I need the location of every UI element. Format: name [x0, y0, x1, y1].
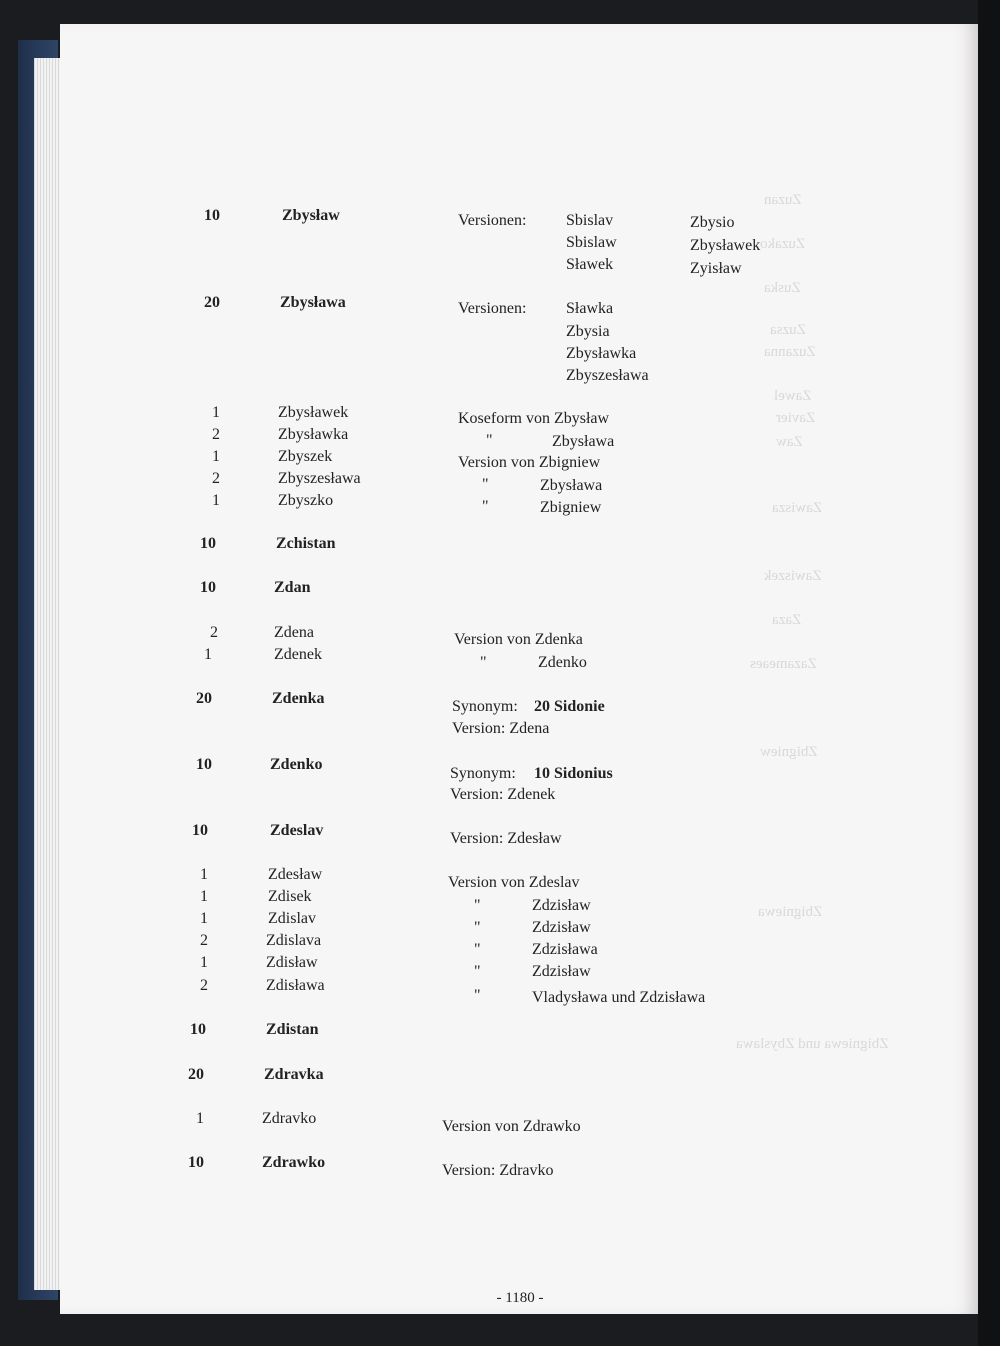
entry-count: 1 [212, 448, 220, 465]
entry-name: Zdisław [266, 954, 318, 971]
entry-name: Zbyszko [278, 492, 334, 509]
entry-note: Sbislaw [566, 234, 617, 251]
entry-note: Vladysława und Zdzisława [532, 989, 706, 1006]
entry-note: Zbysławka [566, 345, 637, 362]
entry-count: 1 [212, 404, 220, 421]
entry-name: Zdeslav [270, 822, 324, 839]
entry-count: 2 [212, 470, 220, 487]
entry-count: 20 [196, 690, 212, 707]
entry-name: Zdenek [274, 646, 322, 663]
entry-count: 10 [200, 535, 216, 552]
entry-count: 1 [200, 954, 208, 971]
entry-name: Zdislav [268, 910, 316, 927]
entry-note: Sławka [566, 300, 614, 317]
entry-count: 2 [212, 426, 220, 443]
entry-note: Synonym: [452, 698, 518, 715]
entry-count: 1 [212, 492, 220, 509]
entry-count: 2 [200, 977, 208, 994]
book-page [60, 24, 980, 1314]
entry-note: Zbysława [552, 433, 615, 450]
entry-count: 2 [210, 624, 218, 641]
entry-count: 1 [196, 1110, 204, 1127]
entry-note: Sbislav [566, 212, 614, 229]
entry-note: Version: Zdenek [450, 786, 556, 803]
entry-note: Zdzisława [532, 941, 598, 958]
entry-note: " [482, 498, 489, 515]
entry-note: " [486, 432, 493, 449]
entry-note: " [474, 987, 481, 1004]
entry-note: Zbysławek [690, 237, 761, 254]
entry-note: Synonym: [450, 765, 516, 782]
entry-name: Zdrawko [262, 1154, 326, 1171]
entry-note: " [474, 897, 481, 914]
entry-count: 1 [200, 888, 208, 905]
entry-count: 10 [192, 822, 208, 839]
entry-note: Zdenko [538, 654, 587, 671]
entry-count: 10 [196, 756, 212, 773]
entry-name: Zbysławka [278, 426, 349, 443]
entry-count: 2 [200, 932, 208, 949]
entry-note: Version: Zdesław [450, 830, 562, 847]
entry-note: Zbysia [566, 323, 610, 340]
entry-name: Zdesław [268, 866, 323, 883]
entry-note: Versionen: [458, 212, 527, 229]
entry-note: 10 Sidonius [534, 765, 613, 782]
entry-name: Zchistan [276, 535, 336, 552]
entry-note: Version von Zbigniew [458, 454, 601, 471]
entry-note: " [474, 941, 481, 958]
entry-note: 20 Sidonie [534, 698, 605, 715]
entry-name: Zdena [274, 624, 314, 641]
entry-list [60, 24, 980, 1314]
entry-note: " [474, 963, 481, 980]
entry-name: Zdenka [272, 690, 325, 707]
entry-count: 1 [200, 866, 208, 883]
entry-note: Zdzisław [532, 919, 591, 936]
page-number: - 1180 - [496, 1290, 544, 1306]
entry-count: 10 [188, 1154, 204, 1171]
entry-name: Zdisek [268, 888, 312, 905]
entry-note: Version von Zdeslav [448, 874, 580, 891]
entry-note: Zbyszesława [566, 367, 649, 384]
background-edge [978, 0, 1000, 1346]
entry-note: " [482, 476, 489, 493]
entry-name: Zdistan [266, 1021, 319, 1038]
entry-count: 20 [188, 1066, 204, 1083]
entry-note: Sławek [566, 256, 614, 273]
entry-note: " [474, 919, 481, 936]
entry-name: Zdislava [266, 932, 322, 949]
entry-note: Zbysio [690, 214, 735, 231]
entry-note: Zyisław [690, 260, 742, 277]
entry-note: Koseform von Zbysław [458, 410, 610, 427]
entry-name: Zbysław [282, 207, 340, 224]
entry-count: 1 [200, 910, 208, 927]
entry-name: Zdenko [270, 756, 323, 773]
entry-name: Zbyszek [278, 448, 333, 465]
bleed-through-text: Zuzan Zuzako Zuska Zuzsa Zuzanna Zawel Zavier Zaw Zawisza Zawiszek Zaza Zazameaes Zbigniew Zbigniewa Zbigniewa und Zbyslawa [736, 192, 889, 1052]
entry-name: Zbysławek [278, 404, 349, 421]
entry-note: Zbysława [540, 477, 603, 494]
entry-note: Versionen: [458, 300, 527, 317]
entry-name: Zdravko [262, 1110, 317, 1127]
entry-note: " [480, 654, 487, 671]
entry-count: 10 [200, 579, 216, 596]
entry-note: Zdzisław [532, 897, 591, 914]
entry-count: 10 [190, 1021, 206, 1038]
entry-note: Version: Zdena [452, 720, 550, 737]
entry-count: 10 [204, 207, 220, 224]
entry-name: Zdisława [266, 977, 325, 994]
entry-count: 20 [204, 294, 220, 311]
entry-name: Zdan [274, 579, 311, 596]
entry-note: Zdzisław [532, 963, 591, 980]
entry-count: 1 [204, 646, 212, 663]
entry-name: Zbysława [280, 294, 346, 311]
entry-note: Zbigniew [540, 499, 602, 516]
entry-note: Version von Zdrawko [442, 1118, 581, 1135]
entry-note: Version: Zdravko [442, 1162, 554, 1179]
entry-name: Zdravka [264, 1066, 324, 1083]
entry-note: Version von Zdenka [454, 631, 583, 648]
entry-name: Zbyszesława [278, 470, 361, 487]
